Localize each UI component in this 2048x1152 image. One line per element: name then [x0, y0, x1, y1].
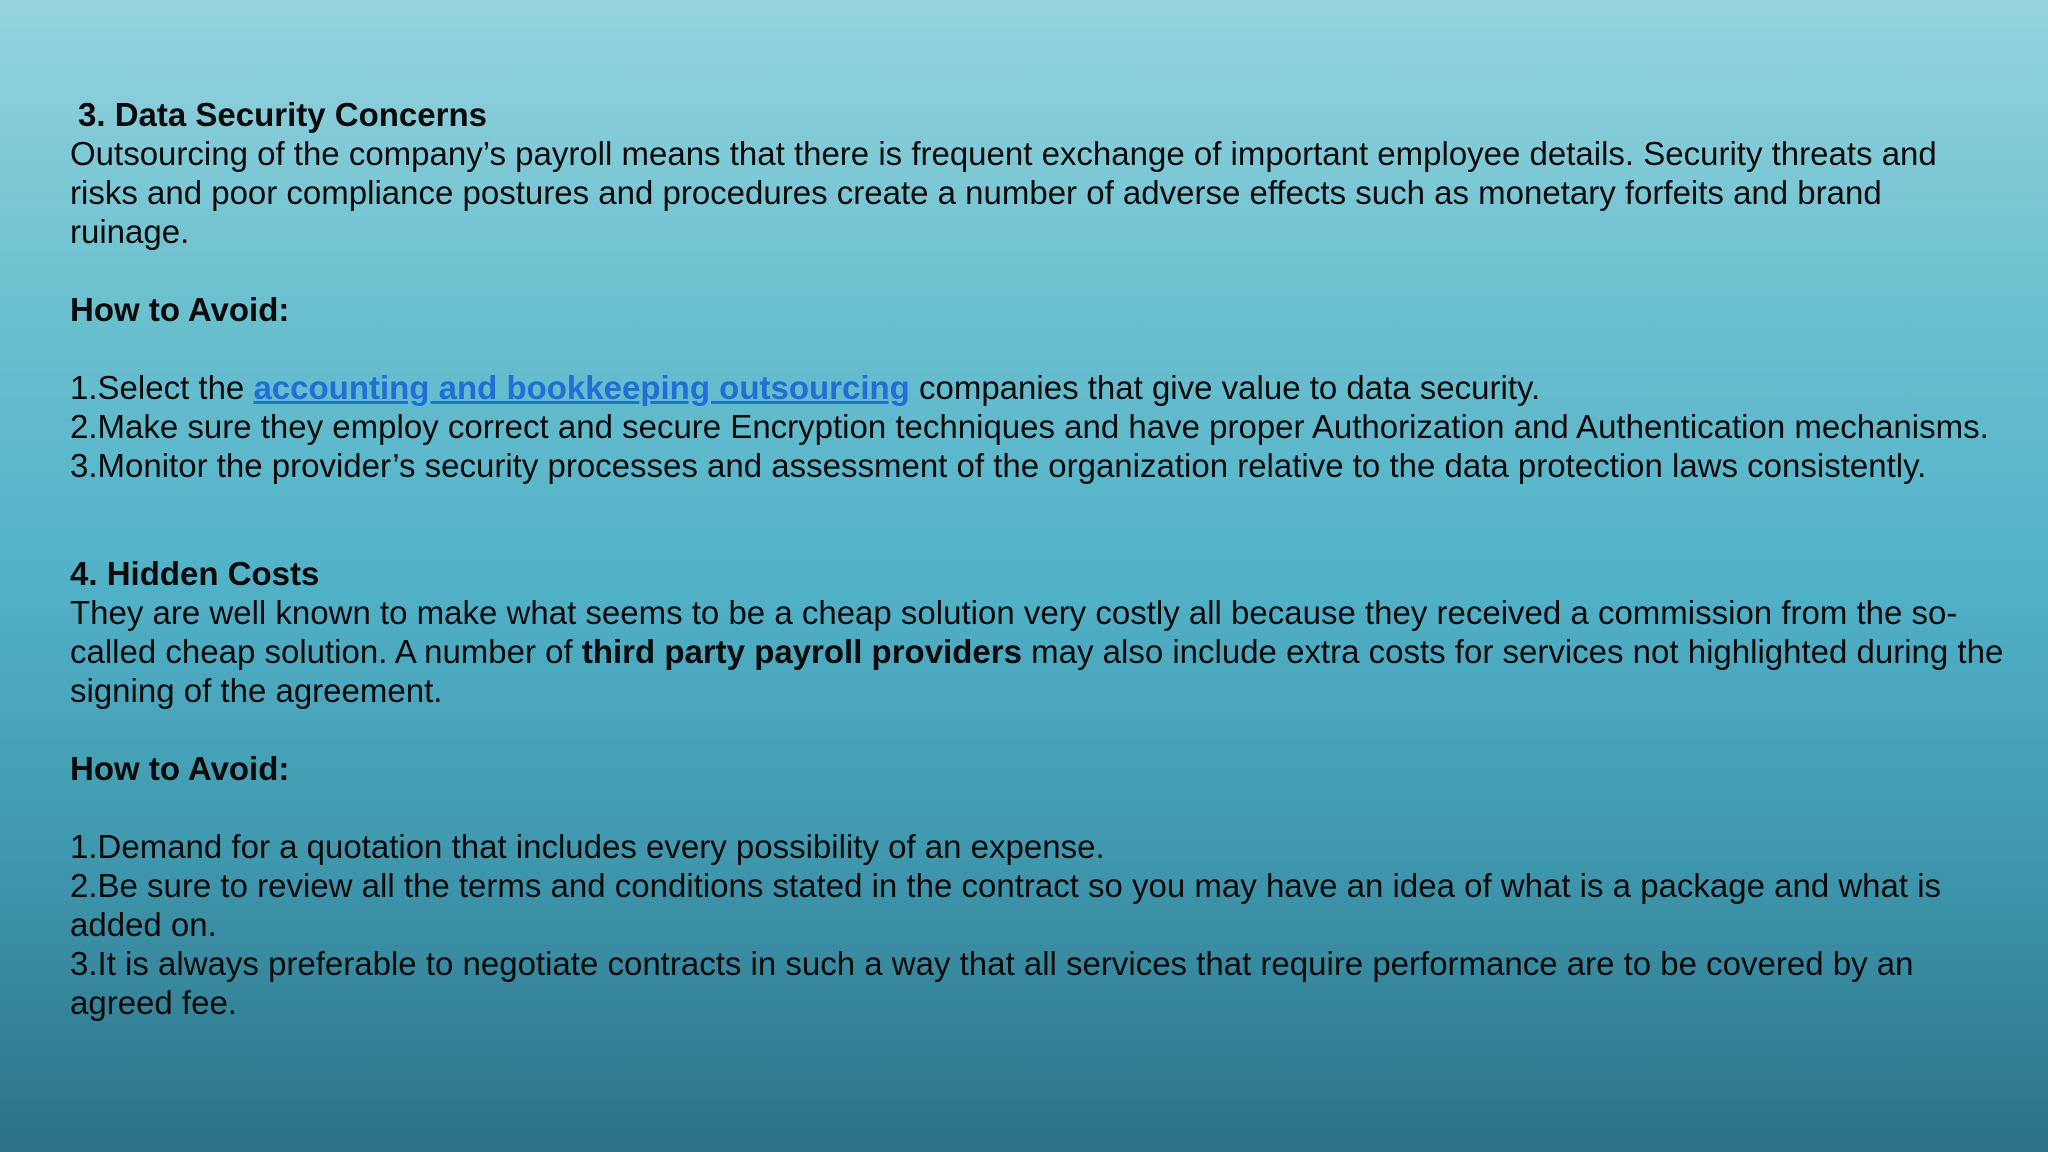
outsourcing-link[interactable]: accounting and bookkeeping outsourcing: [253, 369, 910, 406]
list-item: 2.Make sure they employ correct and secure Encryption techniques and have proper Authorization and Authentication mechanisms.: [70, 408, 1989, 445]
section-paragraph: They are well known to make what seems to be a cheap solution very costly all because they received a commission from the so-called cheap solution. A number of third party payroll providers may also include extra costs for services not highlighted during the signing of the agreement.: [70, 594, 2004, 709]
how-to-avoid-heading: How to Avoid:: [70, 750, 290, 787]
list-item: 3.It is always preferable to negotiate contracts in such a way that all services that require performance are to be covered by an agreed fee.: [70, 945, 1914, 1021]
section-hidden-costs: [70, 554, 2010, 1022]
section-paragraph: Outsourcing of the company’s payroll means that there is frequent exchange of important employee details. Security threats and risks and poor compliance postures and procedures create a number of adverse effects such as monetary forfeits and brand ruinage.: [70, 135, 1937, 250]
list-item: 2.Be sure to review all the terms and conditions stated in the contract so you may have an idea of what is a package and what is added on.: [70, 867, 1942, 943]
list-item: 1.Demand for a quotation that includes every possibility of an expense.: [70, 828, 1105, 865]
bold-phrase: third party payroll providers: [581, 633, 1022, 670]
section-data-security: [70, 95, 2010, 485]
section-heading: 3. Data Security Concerns: [78, 96, 487, 133]
how-to-avoid-heading: How to Avoid:: [70, 291, 290, 328]
slide-content: [70, 95, 2010, 1022]
list-item: 3.Monitor the provider’s security processes and assessment of the organization relative to the data protection laws consistently.: [70, 447, 1927, 484]
section-heading: 4. Hidden Costs: [70, 555, 320, 592]
list-item: 1.Select the accounting and bookkeeping outsourcing companies that give value to data security.: [70, 369, 1541, 406]
